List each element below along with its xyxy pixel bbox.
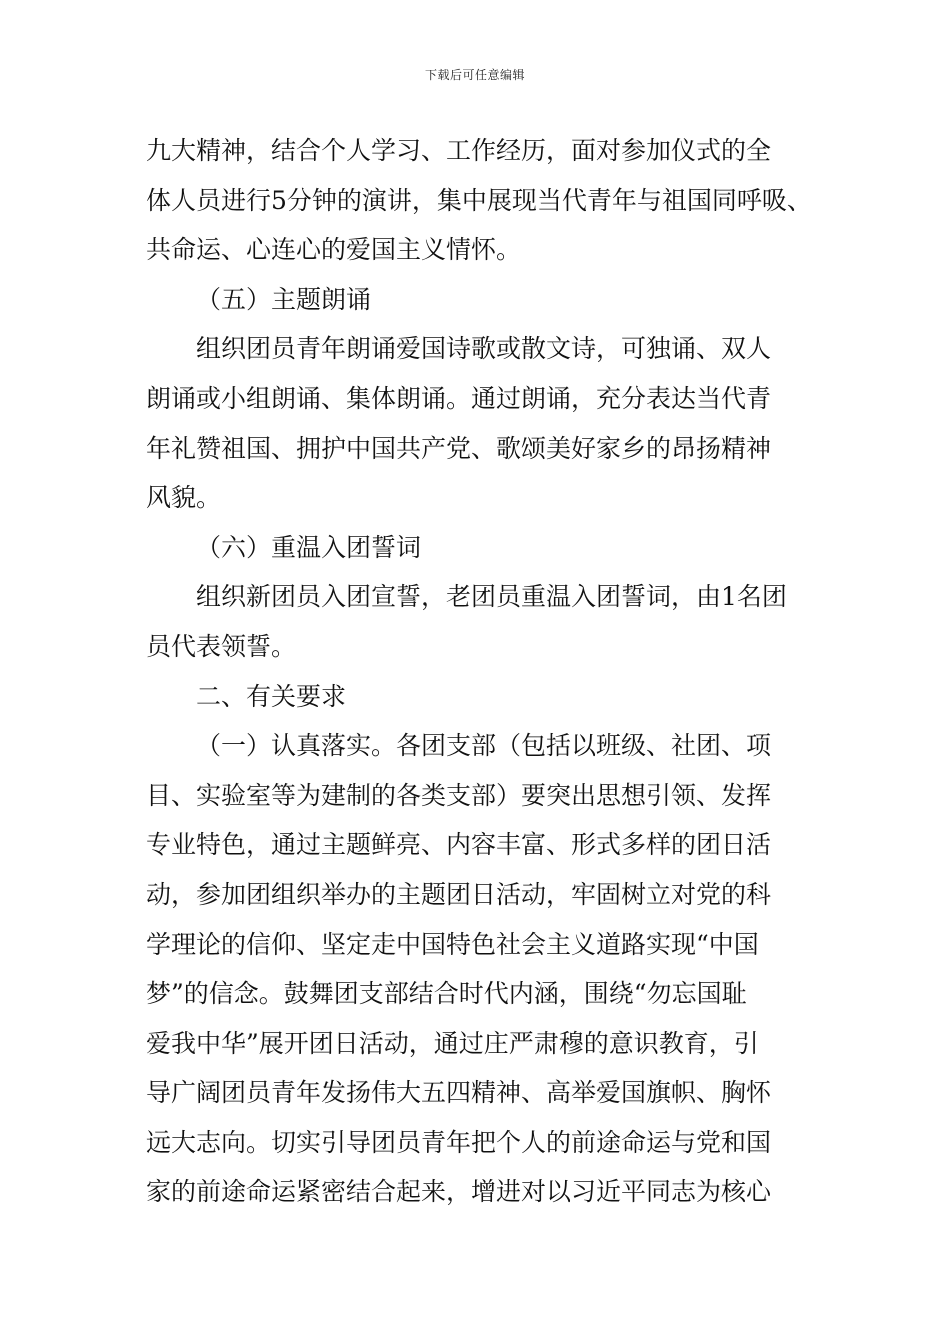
body-line: 年礼赞祖国、拥护中国共产党、歌颂美好家乡的昂扬精神: [146, 433, 772, 463]
page-header: 下载后可任意编辑: [424, 68, 525, 82]
body-line: 共命运、心连心的爱国主义情怀。: [146, 235, 522, 265]
body-line: 梦”的信念。鼓舞团支部结合时代内涵，围绕“勿忘国耻: [146, 979, 747, 1009]
body-line: 组织团员青年朗诵爱国诗歌或散文诗，可独诵、双人: [196, 334, 772, 364]
body-line: 爱我中华”展开团日活动，通过庄严肃穆的意识教育，引: [146, 1028, 759, 1058]
body-line: （一）认真落实。各团支部（包括以班级、社团、项: [196, 731, 772, 761]
body-line: 远大志向。切实引导团员青年把个人的前途命运与党和国: [146, 1127, 772, 1157]
body-line: 组织新团员入团宣誓，老团员重温入团誓词，由1名团: [196, 582, 787, 612]
body-line: 体人员进行5分钟的演讲，集中展现当代青年与祖国同呼吸、: [146, 185, 812, 215]
body-line: 员代表领誓。: [146, 631, 297, 661]
body-line: 学理论的信仰、坚定走中国特色社会主义道路实现“中国: [146, 929, 759, 959]
body-line: 风貌。: [146, 483, 222, 513]
document-body: [146, 126, 810, 1217]
body-line: 导广阔团员青年发扬伟大五四精神、高举爱国旗帜、胸怀: [146, 1078, 772, 1108]
section-heading: （五）主题朗诵: [196, 284, 372, 314]
body-line: 朗诵或小组朗诵、集体朗诵。通过朗诵，充分表达当代青: [146, 383, 772, 413]
body-line: 九大精神，结合个人学习、工作经历，面对参加仪式的全: [146, 136, 772, 165]
body-line: 专业特色，通过主题鲜亮、内容丰富、形式多样的团日活: [146, 830, 772, 860]
body-line: 家的前途命运紧密结合起来，增进对以习近平同志为核心: [146, 1177, 772, 1207]
section-heading: 二、有关要求: [196, 681, 347, 711]
section-heading: （六）重温入团誓词: [196, 532, 422, 562]
body-line: 目、实验室等为建制的各类支部）要突出思想引领、发挥: [146, 780, 772, 810]
body-line: 动，参加团组织举办的主题团日活动，牢固树立对党的科: [146, 879, 772, 909]
